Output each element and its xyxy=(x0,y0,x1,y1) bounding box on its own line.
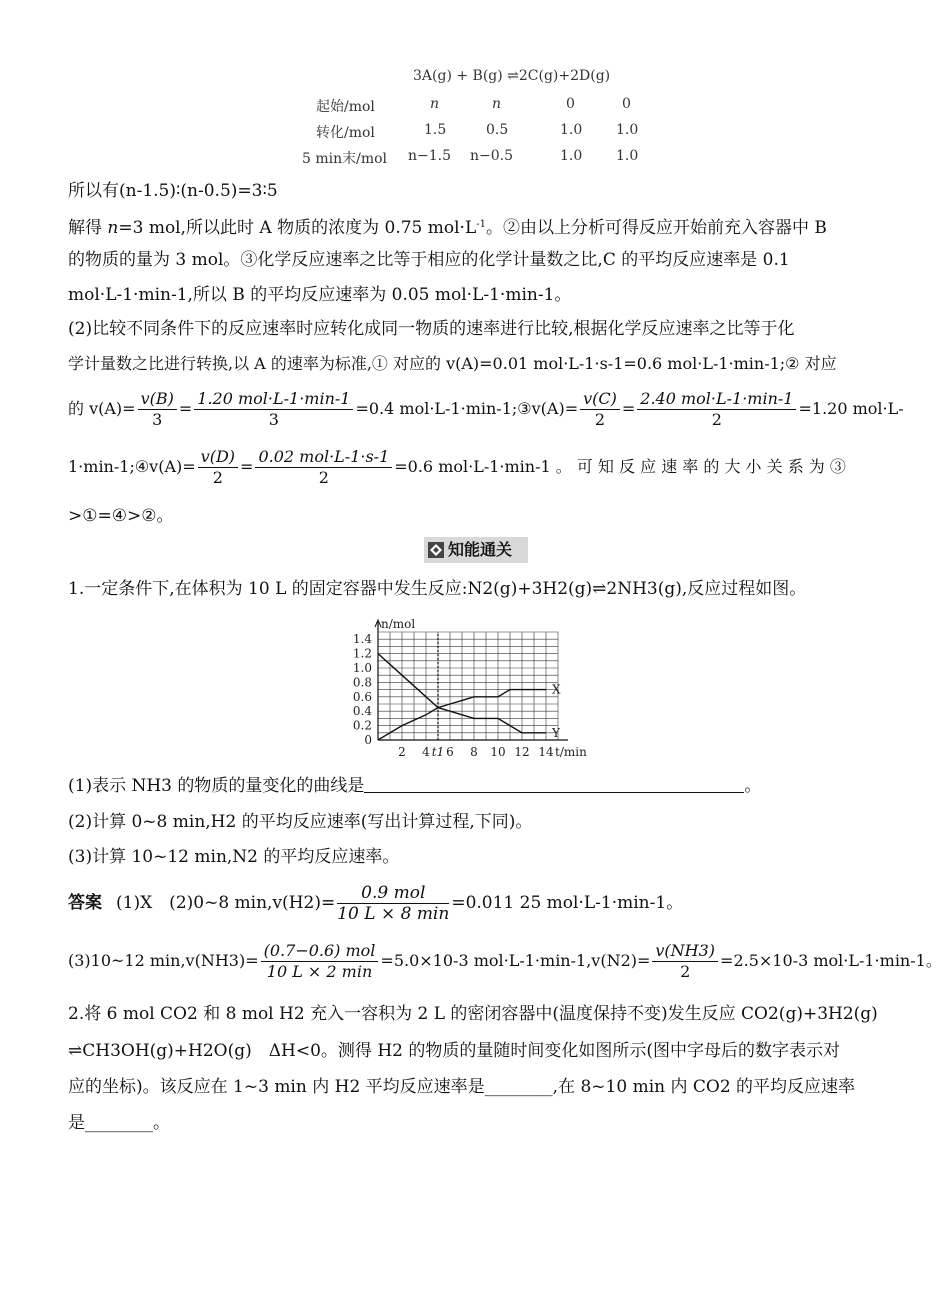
x-tick-label: 14 xyxy=(538,745,554,759)
y-tick-label: 0.6 xyxy=(352,689,372,704)
row-label: 5 min末/mol xyxy=(302,151,388,167)
question-part: (3)计算 10~12 min,N2 的平均反应速率。 xyxy=(68,847,400,867)
question-part: (2)计算 0~8 min,H2 的平均反应速率(写出计算过程,下同)。 xyxy=(68,812,533,832)
x-tick-label: 6 xyxy=(446,745,454,759)
y-tick-label: 0.8 xyxy=(352,675,372,690)
cell: n−0.5 xyxy=(470,148,514,164)
series-label: X xyxy=(552,682,561,697)
cell: 0 xyxy=(566,96,575,112)
answer-line: 答案 (1)X (2)0~8 min,v(H2)= $\frac{\text{0.9 mol}}{10 L \times 8 \min}$ =0.011 25 mol·L-1·min-1。 xyxy=(68,883,684,924)
cell: 1.0 xyxy=(616,122,639,138)
y-tick-label: 1.0 xyxy=(352,661,372,675)
text-line: mol·L-1·min-1,所以 B 的平均反应速率为 0.05 mol·L-1·min-1。 xyxy=(68,285,572,305)
y-tick-label: 0.4 xyxy=(352,704,372,719)
y-tick-label: 0 xyxy=(364,733,372,747)
answer-line: (3)10~12 min,v(NH3)= $\frac{\text{(0.7−0.6) mol}}{10 L \times 2 \min}$ =5.0×10-3 mol·L-1·min-1,v(N2)= $\frac{v(NH3)}{2}$ =2.5×10-3 mol·L-1·min-1。 xyxy=(68,941,942,981)
diamond-icon xyxy=(428,542,444,558)
question-stem: 应的坐标)。该反应在 1~3 min 内 H2 平均反应速率是________,在 8~10 min 内 CO2 的平均反应速率 xyxy=(68,1077,856,1097)
nh3-chart xyxy=(345,612,610,762)
text-line: >①=④>②。 xyxy=(68,506,174,526)
cell: 1.0 xyxy=(560,148,583,164)
cell: n xyxy=(430,96,440,112)
formula-line: 1·min-1;④v(A)= $\frac{v(D)}{2}$ = $\frac{\text{0.02 mol·L-1·s-1}}{2}$ =0.6 mol·L-1·min-1 。 可 知 反 应 速 率 的 大 小 关 系 为 ③ xyxy=(68,447,846,487)
question-stem: 1.一定条件下,在体积为 10 L 的固定容器中发生反应:N2(g)+3H2(g)⇌2NH3(g),反应过程如图。 xyxy=(68,579,807,599)
question-stem: 是________。 xyxy=(68,1113,170,1133)
text-line: 的物质的量为 3 mol。③化学反应速率之比等于相应的化学计量数之比,C 的平均反应速率是 0.1 xyxy=(68,250,790,270)
y-tick-label: 1.2 xyxy=(352,646,372,661)
chart-labels xyxy=(353,617,587,759)
question-part: (1)表示 NH3 的物质的量变化的曲线是 。 xyxy=(68,776,762,796)
row-label: 转化/mol xyxy=(316,125,375,141)
text-line: 解得 n=3 mol,所以此时 A 物质的浓度为 0.75 $mol\cdot L^{-1}$。②由以上分析可得反应开始前充入容器中 B xyxy=(68,218,827,238)
y-tick-label: 0.2 xyxy=(352,718,372,733)
text-line: (2)比较不同条件下的反应速率时应转化成同一物质的速率进行比较,根据化学反应速率之比等于化 xyxy=(68,319,795,339)
x-tick-label: 12 xyxy=(514,745,530,759)
question-stem: 2.将 6 mol CO2 和 8 mol H2 充入一容积为 2 L 的密闭容器中(温度保持不变)发生反应 CO2(g)+3H2(g) xyxy=(68,1004,878,1024)
table-equation: 3A(g) + B(g) ⇌2C(g)+2D(g) xyxy=(413,68,611,84)
x-axis-label: t/min xyxy=(555,745,587,759)
y-tick-label: 1.4 xyxy=(352,632,372,647)
cell: 0.5 xyxy=(486,122,509,138)
text-line: 学计量数之比进行转换,以 A 的速率为标准,① 对应的 v(A)=0.01 mol·L-1·s-1=0.6 mol·L-1·min-1;② 对应 xyxy=(68,354,837,373)
cell: 1.0 xyxy=(560,122,583,138)
answer-blank[interactable] xyxy=(364,776,744,793)
cell: 1.0 xyxy=(616,148,639,164)
cell: n−1.5 xyxy=(408,148,452,164)
formula-line: 的 v(A)= $\frac{v(B)}{3}$ = $\frac{\text{1.20 mol·L-1·min-1}}{3}$ =0.4 mol·L-1·min-1;③v(A)= $\frac{v(C)}{2}$ = $\frac{\text{2.40 mol·L-1·min-1}}{2}$ =1.20 mol·L- xyxy=(68,389,904,429)
y-axis-label: n/mol xyxy=(381,617,416,631)
cell: 0 xyxy=(622,96,631,112)
x-tick-label: t1 xyxy=(431,745,445,759)
x-tick-label: 4 xyxy=(422,745,430,759)
question-stem: ⇌CH3OH(g)+H2O(g) ΔH<0。测得 H2 的物质的量随时间变化如图所示(图中字母后的数字表示对 xyxy=(68,1041,841,1061)
row-label: 起始/mol xyxy=(316,99,375,115)
answer-label: 答案 xyxy=(68,893,102,913)
x-tick-label: 2 xyxy=(398,745,406,759)
text-line: 所以有(n-1.5)∶(n-0.5)=3∶5 xyxy=(68,181,278,201)
section-badge: 知能通关 xyxy=(424,537,528,563)
x-tick-label: 10 xyxy=(490,745,506,759)
cell: 1.5 xyxy=(424,122,447,138)
chart-axes xyxy=(375,620,568,740)
cell: n xyxy=(492,96,502,112)
series-label: Y xyxy=(552,725,560,740)
x-tick-label: 8 xyxy=(470,745,478,759)
